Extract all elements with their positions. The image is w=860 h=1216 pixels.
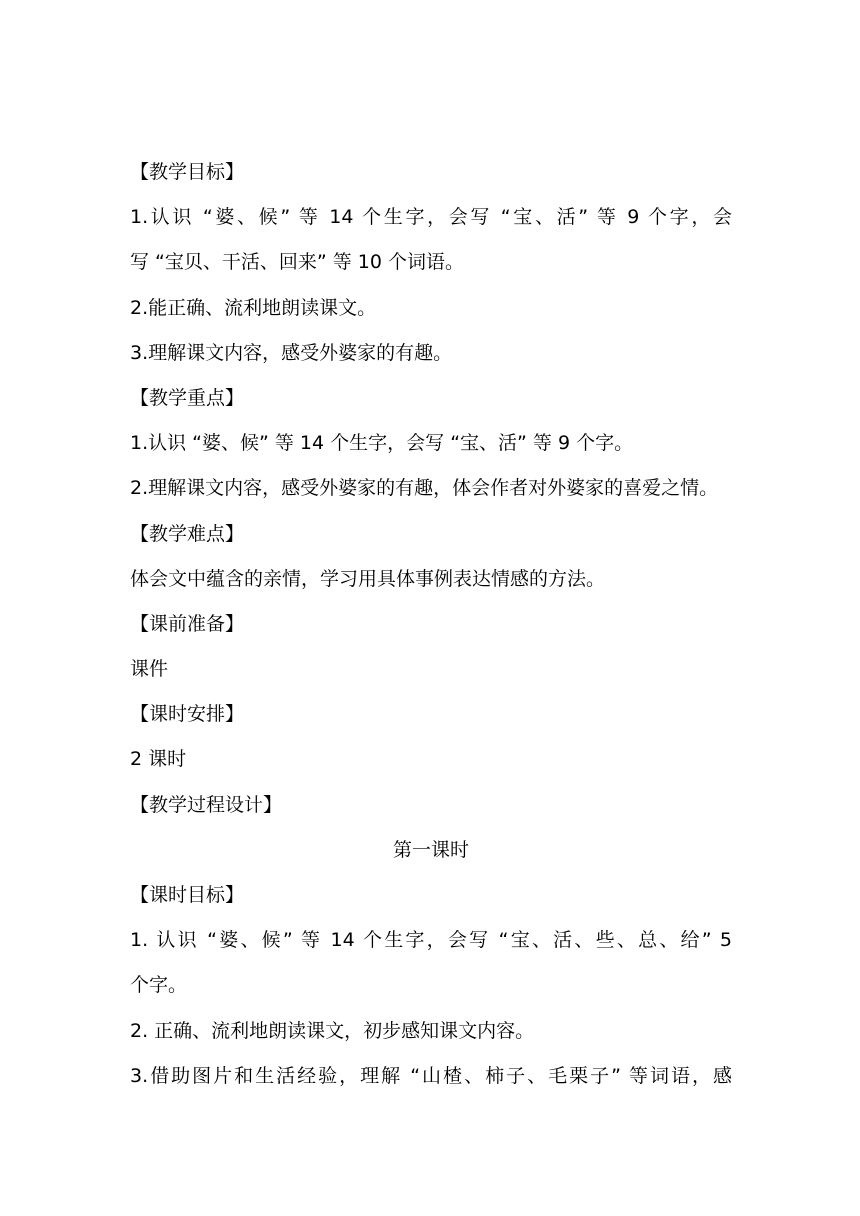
objective-1-line-1: 1.认识 “婆、候” 等 14 个生字，会写 “宝、活” 等 9 个字，会 xyxy=(130,206,732,229)
heading-process-design: 【教学过程设计】 xyxy=(130,793,283,816)
lesson-objective-2: 2. 正确、流利地朗读课文，初步感知课文内容。 xyxy=(130,1019,535,1042)
focus-1: 1.认识 “婆、候” 等 14 个生字，会写 “宝、活” 等 9 个字。 xyxy=(130,432,634,455)
heading-teaching-difficulty: 【教学难点】 xyxy=(130,522,245,545)
heading-schedule: 【课时安排】 xyxy=(130,703,245,726)
heading-lesson-objectives: 【课时目标】 xyxy=(130,884,245,906)
preparation-text: 课件 xyxy=(130,658,169,681)
objective-3: 3.理解课文内容，感受外婆家的有趣。 xyxy=(130,341,453,364)
lesson-objective-3-line-1: 3.借助图片和生活经验，理解 “山楂、柿子、毛栗子” 等词语，感 xyxy=(130,1064,732,1087)
focus-2: 2.理解课文内容，感受外婆家的有趣，体会作者对外婆家的喜爱之情。 xyxy=(130,477,719,500)
heading-teaching-objectives: 【教学目标】 xyxy=(130,161,245,183)
lesson-objective-1-line-2: 个字。 xyxy=(130,974,188,997)
lesson-one-title: 第一课时 xyxy=(392,838,469,861)
heading-teaching-focus: 【教学重点】 xyxy=(130,386,245,409)
schedule-text: 2 课时 xyxy=(130,748,187,771)
document-body xyxy=(130,150,732,1099)
objective-1-line-2: 写 “宝贝、干活、回来” 等 10 个词语。 xyxy=(130,251,465,274)
objective-2: 2.能正确、流利地朗读课文。 xyxy=(130,296,377,319)
lesson-objective-1-line-1: 1. 认识 “婆、候” 等 14 个生字，会写 “宝、活、些、总、给” 5 xyxy=(130,929,732,952)
difficulty-text: 体会文中蕴含的亲情，学习用具体事例表达情感的方法。 xyxy=(130,567,606,590)
heading-preparation: 【课前准备】 xyxy=(130,612,245,635)
